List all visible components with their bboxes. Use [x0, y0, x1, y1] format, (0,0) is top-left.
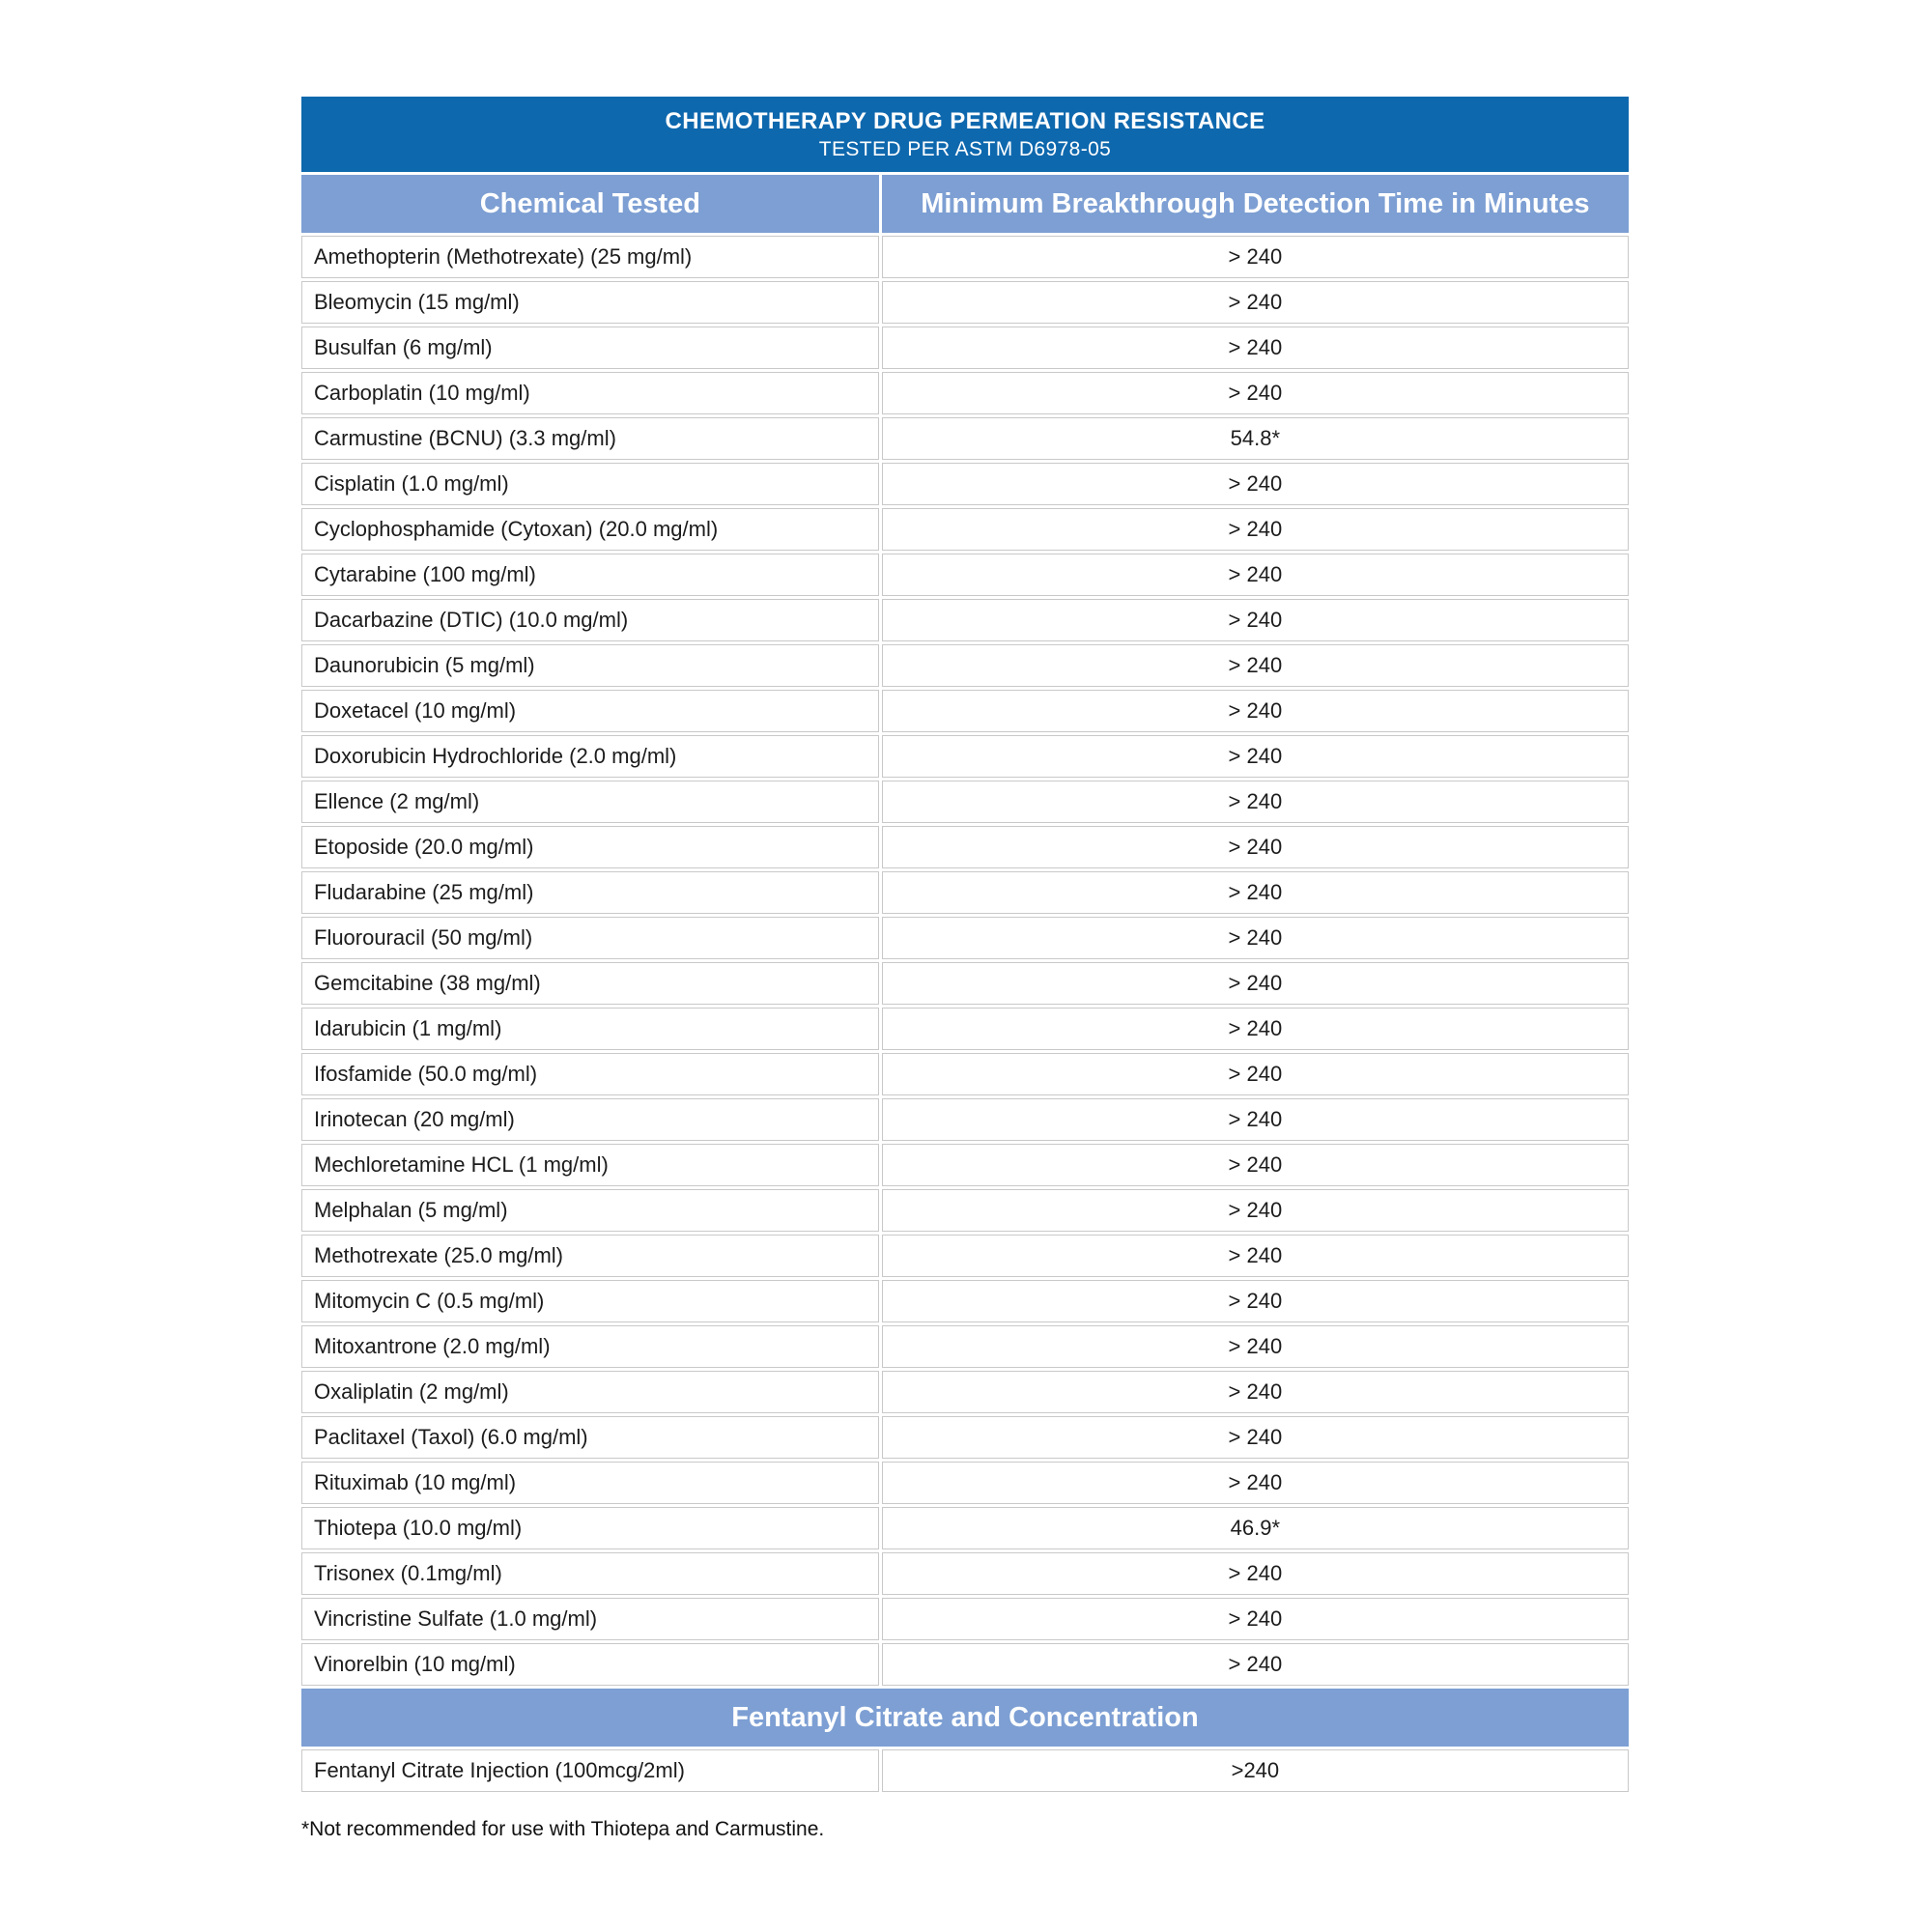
table-head: [301, 97, 1629, 233]
chemical-cell: Doxetacel (10 mg/ml): [301, 690, 879, 732]
time-cell: > 240: [882, 554, 1629, 596]
table-row: [301, 417, 1629, 460]
table-row: [301, 644, 1629, 687]
table-row: [301, 1643, 1629, 1686]
column-header-chemical: Chemical Tested: [301, 175, 879, 233]
table-title-banner: [301, 97, 1629, 172]
chemical-cell: Irinotecan (20 mg/ml): [301, 1098, 879, 1141]
table-row: [301, 599, 1629, 641]
table-row: [301, 1749, 1629, 1792]
chemical-cell: Rituximab (10 mg/ml): [301, 1462, 879, 1504]
table-row: [301, 1598, 1629, 1640]
chemical-cell: Cytarabine (100 mg/ml): [301, 554, 879, 596]
time-cell: > 240: [882, 236, 1629, 278]
time-cell: > 240: [882, 735, 1629, 778]
table-row: [301, 735, 1629, 778]
table-row: [301, 1098, 1629, 1141]
chemical-cell: Vincristine Sulfate (1.0 mg/ml): [301, 1598, 879, 1640]
column-header-time: Minimum Breakthrough Detection Time in Minutes: [882, 175, 1629, 233]
time-cell: > 240: [882, 508, 1629, 551]
time-cell: > 240: [882, 372, 1629, 414]
table-row: [301, 1416, 1629, 1459]
chemical-cell: Ifosfamide (50.0 mg/ml): [301, 1053, 879, 1095]
fentanyl-rows-body: [301, 1749, 1629, 1792]
time-cell: > 240: [882, 1325, 1629, 1368]
chemical-cell: Dacarbazine (DTIC) (10.0 mg/ml): [301, 599, 879, 641]
chemical-cell: Idarubicin (1 mg/ml): [301, 1008, 879, 1050]
time-cell: > 240: [882, 1053, 1629, 1095]
time-cell: > 240: [882, 327, 1629, 369]
chemical-cell: Ellence (2 mg/ml): [301, 781, 879, 823]
table-row: [301, 1280, 1629, 1322]
table-row: [301, 1008, 1629, 1050]
chemical-cell: Carboplatin (10 mg/ml): [301, 372, 879, 414]
chemical-cell: Mitoxantrone (2.0 mg/ml): [301, 1325, 879, 1368]
table-row: [301, 1325, 1629, 1368]
table-row: [301, 327, 1629, 369]
time-cell: > 240: [882, 1643, 1629, 1686]
fentanyl-section: [301, 1689, 1629, 1747]
time-cell: > 240: [882, 826, 1629, 868]
time-cell: > 240: [882, 962, 1629, 1005]
chemical-cell: Gemcitabine (38 mg/ml): [301, 962, 879, 1005]
chemical-cell: Trisonex (0.1mg/ml): [301, 1552, 879, 1595]
chemical-cell: Mitomycin C (0.5 mg/ml): [301, 1280, 879, 1322]
permeation-resistance-sheet: [298, 94, 1632, 1841]
time-cell: > 240: [882, 281, 1629, 324]
table-row: [301, 1552, 1629, 1595]
time-cell: > 240: [882, 463, 1629, 505]
permeation-table: [298, 94, 1632, 1795]
chemical-cell: Carmustine (BCNU) (3.3 mg/ml): [301, 417, 879, 460]
time-cell: > 240: [882, 917, 1629, 959]
section-header-row: [301, 1689, 1629, 1747]
chemical-cell: Mechloretamine HCL (1 mg/ml): [301, 1144, 879, 1186]
time-cell: > 240: [882, 599, 1629, 641]
chemical-cell: Etoposide (20.0 mg/ml): [301, 826, 879, 868]
time-cell: > 240: [882, 1144, 1629, 1186]
table-row: [301, 826, 1629, 868]
chemical-cell: Bleomycin (15 mg/ml): [301, 281, 879, 324]
chemical-cell: Busulfan (6 mg/ml): [301, 327, 879, 369]
time-cell: > 240: [882, 1235, 1629, 1277]
table-row: [301, 1371, 1629, 1413]
table-row: [301, 1189, 1629, 1232]
chemical-cell: Amethopterin (Methotrexate) (25 mg/ml): [301, 236, 879, 278]
time-cell: > 240: [882, 1416, 1629, 1459]
time-cell: > 240: [882, 690, 1629, 732]
time-cell: 46.9*: [882, 1507, 1629, 1549]
table-row: [301, 781, 1629, 823]
dark-header-row: [301, 97, 1629, 172]
table-row: [301, 1144, 1629, 1186]
section-header-banner: Fentanyl Citrate and Concentration: [301, 1689, 1629, 1747]
table-row: [301, 281, 1629, 324]
table-row: [301, 871, 1629, 914]
time-cell: > 240: [882, 1552, 1629, 1595]
chemical-cell: Doxorubicin Hydrochloride (2.0 mg/ml): [301, 735, 879, 778]
table-row: [301, 962, 1629, 1005]
table-row: [301, 1235, 1629, 1277]
time-cell: >240: [882, 1749, 1629, 1792]
time-cell: > 240: [882, 1462, 1629, 1504]
column-header-row: [301, 175, 1629, 233]
drug-rows-body: [301, 236, 1629, 1686]
table-row: [301, 1507, 1629, 1549]
time-cell: 54.8*: [882, 417, 1629, 460]
chemical-cell: Fludarabine (25 mg/ml): [301, 871, 879, 914]
table-row: [301, 1462, 1629, 1504]
chemical-cell: Melphalan (5 mg/ml): [301, 1189, 879, 1232]
chemical-cell: Thiotepa (10.0 mg/ml): [301, 1507, 879, 1549]
table-row: [301, 236, 1629, 278]
time-cell: > 240: [882, 1189, 1629, 1232]
footnote: *Not recommended for use with Thiotepa and Carmustine.: [301, 1818, 825, 1840]
table-row: [301, 463, 1629, 505]
time-cell: > 240: [882, 1008, 1629, 1050]
time-cell: > 240: [882, 1371, 1629, 1413]
time-cell: > 240: [882, 1098, 1629, 1141]
table-row: [301, 554, 1629, 596]
chemical-cell: Methotrexate (25.0 mg/ml): [301, 1235, 879, 1277]
time-cell: > 240: [882, 1280, 1629, 1322]
time-cell: > 240: [882, 781, 1629, 823]
table-row: [301, 917, 1629, 959]
table-row: [301, 1053, 1629, 1095]
table-subtitle: TESTED PER ASTM D6978-05: [818, 137, 1112, 160]
chemical-cell: Fluorouracil (50 mg/ml): [301, 917, 879, 959]
chemical-cell: Cisplatin (1.0 mg/ml): [301, 463, 879, 505]
chemical-cell: Vinorelbin (10 mg/ml): [301, 1643, 879, 1686]
time-cell: > 240: [882, 871, 1629, 914]
time-cell: > 240: [882, 1598, 1629, 1640]
chemical-cell: Oxaliplatin (2 mg/ml): [301, 1371, 879, 1413]
table-row: [301, 508, 1629, 551]
chemical-cell: Fentanyl Citrate Injection (100mcg/2ml): [301, 1749, 879, 1792]
time-cell: > 240: [882, 644, 1629, 687]
table-title: CHEMOTHERAPY DRUG PERMEATION RESISTANCE: [665, 107, 1265, 134]
table-row: [301, 372, 1629, 414]
chemical-cell: Cyclophosphamide (Cytoxan) (20.0 mg/ml): [301, 508, 879, 551]
chemical-cell: Paclitaxel (Taxol) (6.0 mg/ml): [301, 1416, 879, 1459]
chemical-cell: Daunorubicin (5 mg/ml): [301, 644, 879, 687]
table-row: [301, 690, 1629, 732]
